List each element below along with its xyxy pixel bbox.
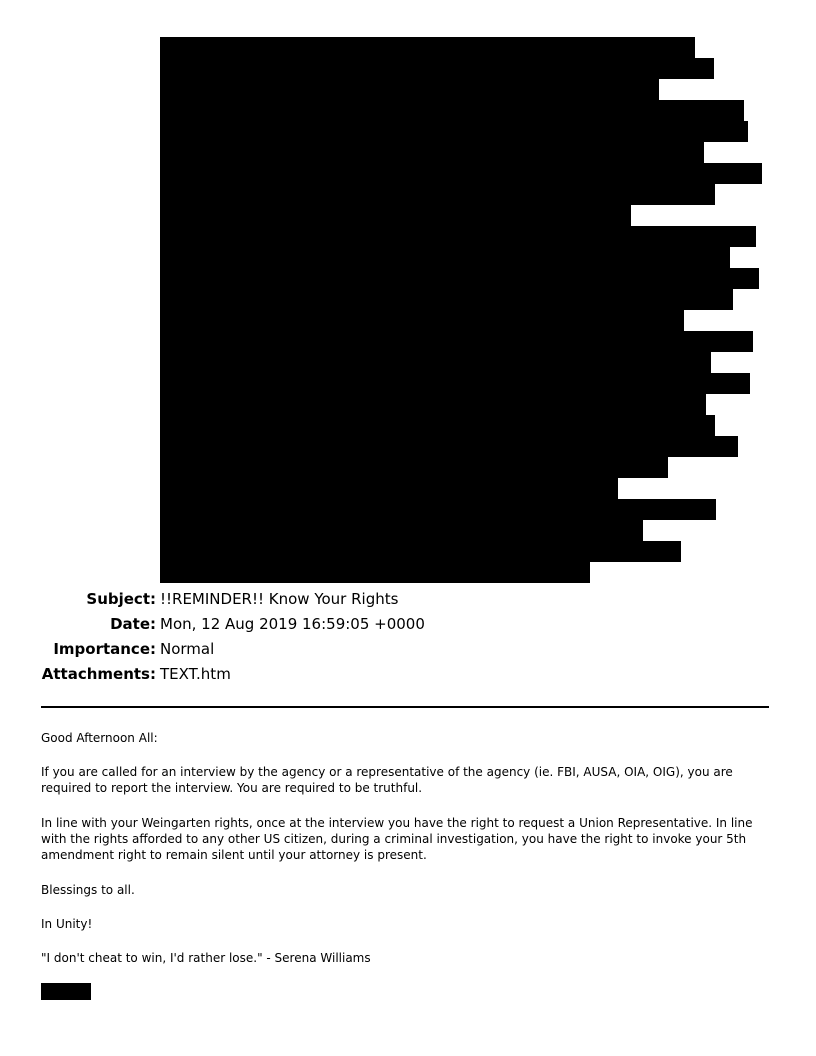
redaction-bar [160, 37, 695, 58]
blessing-line: Blessings to all. [41, 883, 135, 897]
importance-row [0, 638, 816, 660]
redaction-bar [160, 247, 730, 268]
redaction-bar [160, 352, 711, 373]
redaction-bar [160, 499, 716, 520]
redaction-bar [160, 205, 631, 226]
importance-label: Importance: [53, 640, 156, 658]
paragraph-report-interview: If you are called for an interview by the agency or a representative of the agency (ie. FBI, AUSA, OIA, OIG), you are required to report the interview. You are required to be truthful. [41, 765, 733, 795]
redaction-bar [160, 331, 753, 352]
redaction-bar [160, 289, 733, 310]
attachments-label: Attachments: [41, 665, 156, 683]
redaction-bar [160, 268, 759, 289]
redaction-bar [160, 79, 659, 100]
redaction-bar [160, 415, 715, 436]
redaction-bar [160, 478, 618, 499]
redaction-bar [160, 58, 714, 79]
redaction-bar [160, 226, 756, 247]
subject-value: !!REMINDER!! Know Your Rights [160, 590, 399, 608]
redaction-bar [160, 100, 744, 121]
redaction-bar [160, 520, 643, 541]
redaction-bar [160, 121, 748, 142]
redaction-bar [160, 142, 704, 163]
redaction-bar [160, 373, 750, 394]
importance-value: Normal [160, 640, 215, 658]
redaction-bar [160, 457, 668, 478]
redaction-bar [160, 436, 738, 457]
date-value: Mon, 12 Aug 2019 16:59:05 +0000 [160, 615, 425, 633]
greeting: Good Afternoon All: [41, 731, 158, 745]
paragraph-rights: In line with your Weingarten rights, once at the interview you have the right to request a Union Representative. In line with the rights afforded to any other US citizen, during a criminal investigation, you have the right to invoke your 5th amendment right to remain silent until your attorney is present. [41, 816, 753, 862]
redaction-bar [160, 394, 706, 415]
redaction-bar [160, 562, 590, 583]
subject-label: Subject: [86, 590, 156, 608]
redaction-bar [160, 184, 715, 205]
subject-row [0, 588, 816, 610]
attachments-row [0, 663, 816, 685]
attachments-value[interactable]: TEXT.htm [160, 665, 231, 683]
date-row [0, 613, 816, 635]
redaction-bar [160, 163, 762, 184]
header-divider [41, 706, 769, 708]
closing-line: In Unity! [41, 917, 93, 931]
redaction-bar [160, 541, 681, 562]
date-label: Date: [110, 615, 156, 633]
signature-redaction [41, 983, 91, 1000]
quote-line: "I don't cheat to win, I'd rather lose." - Serena Williams [41, 951, 371, 965]
redaction-bar [160, 310, 684, 331]
